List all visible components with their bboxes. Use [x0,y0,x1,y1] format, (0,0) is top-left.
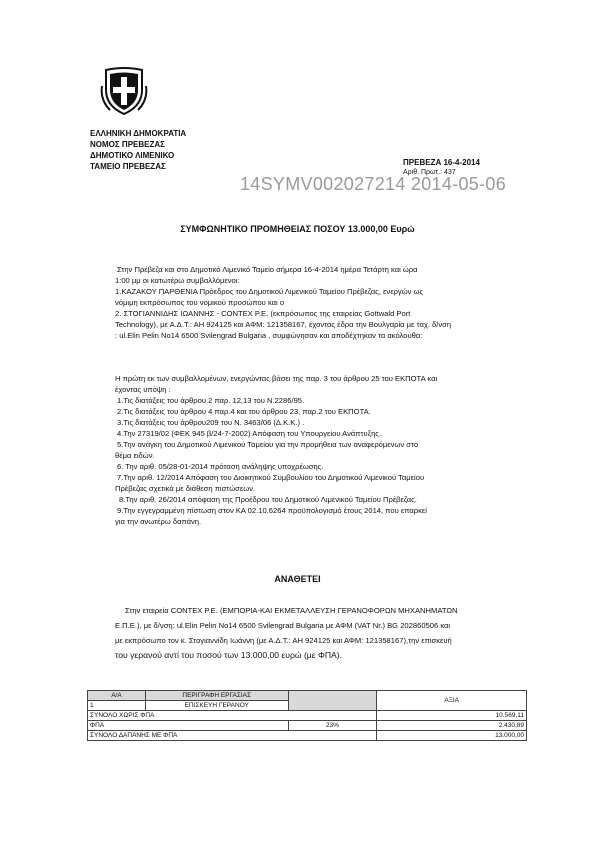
awards-heading: ΑΝΑΘΕΤΕΙ [274,574,321,584]
header-line: ΕΛΛΗΝΙΚΗ ΔΗΜΟΚΡΑΤΙΑ [90,129,187,138]
intro-line: 1.ΚΑΖΑΚΟΥ ΠΑΡΘΕΝΙΑ Πρόεδρος του Δημοτικού Λιμενικού Ταμείου Πρέβεζας, ενεργών ως [115,287,424,296]
basis-line: 2.Τις διατάξεις του άρθρου 4 παρ.4 και του άρθρου 23, παρ.2 του ΕΚΠΟΤΑ. [117,407,371,416]
table-header-row [88,691,527,701]
vat-label: ΦΠΑ [88,721,289,731]
basis-line: 6. Την αριθ. 05/28-01-2014 πρόταση ανάληψης υποχρέωσης. [117,462,324,471]
basis-line: 5.Την ανάγκη του Δημοτικού Λιμενικού Ταμείου για την προμήθεια των αναφερόμενων στο [117,440,419,449]
basis-line: Πρέβεζας σχετικά με διάθεση πιστώσεων. [115,484,256,493]
protocol-number: Αριθ. Πρωτ.: 437 [403,169,456,176]
basis-line: για την ανωτέρω δαπάνη. [115,517,202,526]
empty-cell [288,691,377,711]
award-line: του γερανού αντί του ποσού των 13.000,00 ευρώ (με ΦΠΑ). [115,650,343,660]
basis-line: 7.Την αριθ. 12/2014 Απόφαση του Διοικητικού Συμβουλίου του Δημοτικού Λιμενικού Ταμείου [117,473,425,482]
grand-total-label: ΣΥΝΟΛΟ ΔΑΠΑΝΗΣ ΜΕ ΦΠΑ [88,731,377,741]
intro-line: Στην Πρέβεζα και στο Δημοτικό Λιμενικό Ταμείο σήμερα 16-4-2014 ημέρα Τετάρτη και ώρα [117,265,418,274]
basis-line: 1.Τις διατάξεις του άρθρου 2 παρ. 12,13 του Ν.2286/95. [117,396,305,405]
vat-rate: 23% [288,721,377,731]
table-row [88,721,527,731]
basis-line: 3.Τις διατάξεις του άρθρου209 του Ν. 3463/06 (Δ.Κ.Κ.) . [117,418,305,427]
basis-line: Η πρώτη εκ των συμβαλλομένων, ενεργώντας βάσει της παρ. 3 του άρθρου 25 του ΕΚΠΟΤΑ και [115,374,438,383]
legal-basis-paragraph [115,373,547,527]
basis-line: 9.Την εγγεγραμμένη πίστωση στον ΚΑ 02.10.6264 προϋπολογισμό έτους 2014, που επαρκεί [117,506,427,515]
col-header-description: ΠΕΡΙΓΡΑΦΗ ΕΡΓΑΣΙΑΣ [145,691,288,701]
basis-line: έχοντας υπόψη : [115,385,171,394]
item-number: 1 [88,701,146,711]
col-header-value: ΑΞΙΑ [377,691,527,711]
place-date: ΠΡΕΒΕΖΑ 16-4-2014 [403,158,480,167]
basis-line: 4.Την 27319/02 (ΦΕΚ 945 β/24-7-2002) Απόφαση του Υπουργείου Ανάπτυξης. [117,429,382,438]
intro-line: νόμιμη εκπρόσωπος του νομικού προσώπου και ο [115,298,285,307]
header-line: ΤΑΜΕΙΟ ΠΡΕΒΕΖΑΣ [90,162,166,171]
award-line: με εκπρόσωπο τον κ. Στογιαννίδη Ιωάννη (με Α.Δ.Τ.: ΑΗ 924125 και ΑΦΜ: 121358167),την επισκευή [115,636,452,645]
item-description: ΕΠΙΣΚΕΥΗ ΓΕΡΑΝΟΥ [145,701,288,711]
intro-line: 2. ΣΤΟΓΙΑΝΝΙΔΗΣ ΙΩΑΝΝΗΣ - CONTEX Ρ.Ε. (εκπρόσωπος της εταιρείας Gottwald Port [115,309,411,318]
award-paragraph [115,603,547,663]
basis-line: 8.Την αριθ. 26/2014 απόφαση της Προέδρου του Δημοτικού Λιμενικού Ταμείου Πρέβεζας. [119,495,417,504]
intro-line: : ul.Elin Pelin No14 6500 Svilengrad Bulgaria , συμφώνησαν και αποδέχτηκαν τα ακόλουθα: [115,331,423,340]
award-line: Στην εταιρεία CONTEX Ρ.Ε. (ΕΜΠΟΡΙΑ-ΚΑΙ ΕΚΜΕΤΑΛΛΕΥΣΗ ΓΕΡΑΝΟΦΟΡΩΝ ΜΗΧΑΝΗΜΑΤΩΝ [125,606,458,615]
award-line: Ε.Π.Ε.), με δ/νση: ul.Elin Pelin No14 6500 Svilengrad Bulgaria με ΑΦΜ (VAT Nr.) BG 202860506 και [115,621,451,630]
cost-table [87,690,527,741]
vat-value: 2.430,89 [377,721,527,731]
grand-total-value: 13.000,00 [377,731,527,741]
issuer-header [90,128,186,172]
intro-paragraph [115,264,547,341]
table-row [88,711,527,721]
basis-line: θέμα ειδών. [115,451,155,460]
net-total-value: 10.569,11 [377,711,527,721]
net-total-label: ΣΥΝΟΛΟ ΧΩΡΙΣ ΦΠΑ [88,711,377,721]
hellenic-republic-emblem [100,64,148,116]
col-header-aa: Α/Α [88,691,146,701]
ada-code: 14SYMV002027214 2014-05-06 [240,174,507,194]
header-line: ΝΟΜΟΣ ΠΡΕΒΕΖΑΣ [90,140,165,149]
intro-line: Technology), με Α.Δ.Τ.: ΑΗ 924125 και ΑΦΜ: 121358167, έχοντας έδρα την Βουλγαρία με ταχ. δ/νση [115,320,452,329]
table-row [88,731,527,741]
intro-line: 1:00 μμ οι κατωτέρω συμβαλλόμενοι: [115,276,240,285]
document-title: ΣΥΜΦΩΝΗΤΙΚΟ ΠΡΟΜΗΘΕΙΑΣ ΠΟΣΟΥ 13.000,00 Ευρώ [180,224,415,234]
header-line: ΔΗΜΟΤΙΚΟ ΛΙΜΕΝΙΚΟ [90,151,175,160]
